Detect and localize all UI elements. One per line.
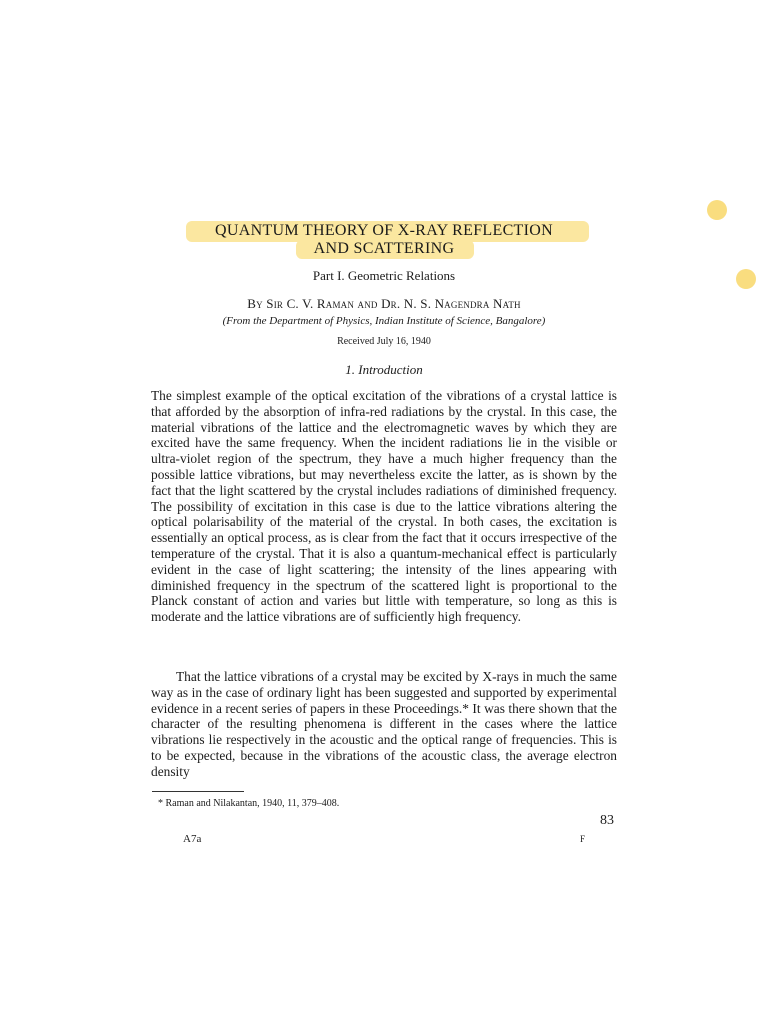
section-heading: 1. Introduction [345,362,423,377]
received-date: Received July 16, 1940 [337,336,431,347]
signature-f: F [580,834,586,844]
authors-line: By Sir C. V. Raman and Dr. N. S. Nagendra Nath [247,296,521,311]
body-paragraph-2: That the lattice vibrations of a crystal may be excited by X-rays in much the same way as in the case of ordinary light has been suggested and supported by experimental evidence in a recent series of papers in these Proceedings.* It was there shown that the character of the resulting phenomena is different in the cases where the lattice vibrations lie respectively in the acoustic and the optical range of frequencies. This is to be expected, because in the vibrations of the acoustic class, the average electron density [151,669,617,779]
page-number: 83 [600,813,614,828]
signature-mark: A7a [183,833,202,845]
part-heading: Part I. Geometric Relations [312,268,456,283]
paper-title-line1: QUANTUM THEORY OF X-RAY REFLECTION [215,222,553,239]
body-paragraph-1: The simplest example of the optical excitation of the vibrations of a crystal lattice is that afforded by the absorption of infra-red radiations by the crystal. In this case, the material vibrations of the lattice and the electromagnetic waves by which they are excited have the same frequency. When the incident radiations lie in the visible or ultra-violet region of the spectrum, they have a much higher frequency than the possible lattice vibrations, but may nevertheless excite the latter, as is shown by the fact that the light scattered by the crystal includes radiations of diminished frequency. The possibility of excitation in this case is due to the lattice vibrations altering the optical polarisability of the material of the crystal. In both cases, the excitation is essentially an optical process, as is clear from the fact that it occurs irrespective of the temperature of the crystal. That it is also a quantum-mechanical effect is particularly evident in the case of light scattering; the intensity of the lines appearing with diminished frequency in the spectrum of the scattered light is proportional to the Planck constant of action and varies but little with temperature, so long as this is moderate and the lattice vibrations are of sufficiently high frequency. [151,388,617,625]
highlight-dot [736,269,756,289]
paper-title-line2: AND SCATTERING [313,240,455,257]
affiliation-line: (From the Department of Physics, Indian Institute of Science, Bangalore) [222,315,546,327]
highlight-dot [707,200,727,220]
footnote-rule [152,791,244,792]
footnote: * Raman and Nilakantan, 1940, 11, 379–408. [158,798,340,809]
